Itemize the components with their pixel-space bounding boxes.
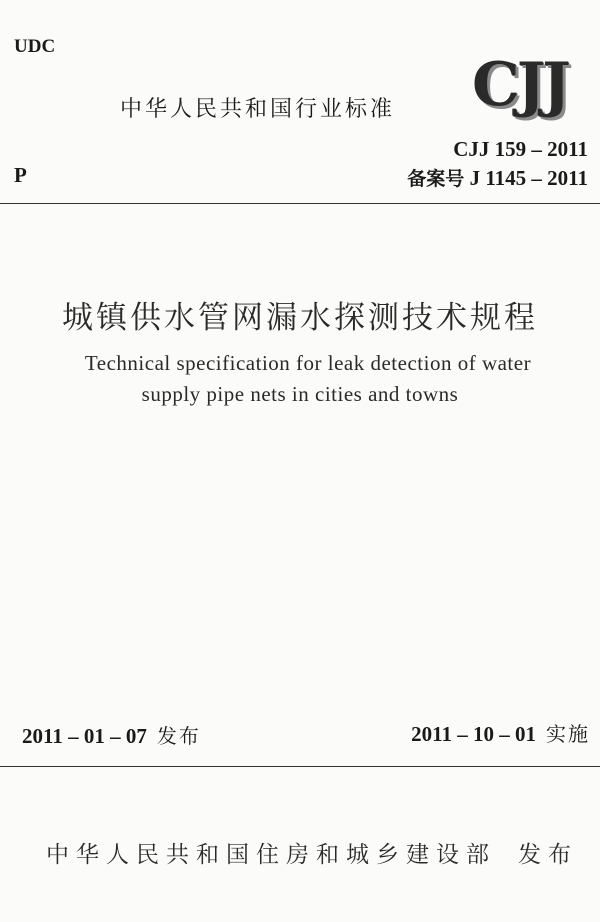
top-divider	[0, 203, 600, 204]
document-title-english-line1: Technical specification for leak detection of water	[84, 351, 532, 375]
publisher-action: 发布	[518, 842, 578, 868]
bottom-divider	[0, 766, 600, 767]
effective-date: 2011 – 10 – 01	[411, 722, 536, 746]
document-title-chinese: 城镇供水管网漏水探测技术规程	[62, 300, 538, 336]
document-title-english-line2: supply pipe nets in cities and towns	[141, 382, 459, 406]
udc-label: UDC	[14, 36, 56, 57]
effective-date-block	[411, 718, 590, 747]
record-number-line	[407, 164, 588, 191]
industry-standard-title: 中华人民共和国行业标准	[120, 97, 396, 122]
issue-date: 2011 – 01 – 07	[22, 724, 147, 748]
cjj-logo: CJJ	[472, 50, 568, 120]
record-number-prefix: 备案号	[407, 168, 465, 190]
issue-date-block	[22, 720, 201, 749]
standard-number: CJJ 159 – 2011	[453, 137, 588, 161]
issue-label: 发布	[156, 724, 201, 748]
publisher-name: 中华人民共和国住房和城乡建设部	[46, 842, 496, 868]
effective-label: 实施	[546, 722, 590, 746]
category-code: P	[14, 163, 27, 187]
record-number: J 1145 – 2011	[469, 166, 588, 190]
